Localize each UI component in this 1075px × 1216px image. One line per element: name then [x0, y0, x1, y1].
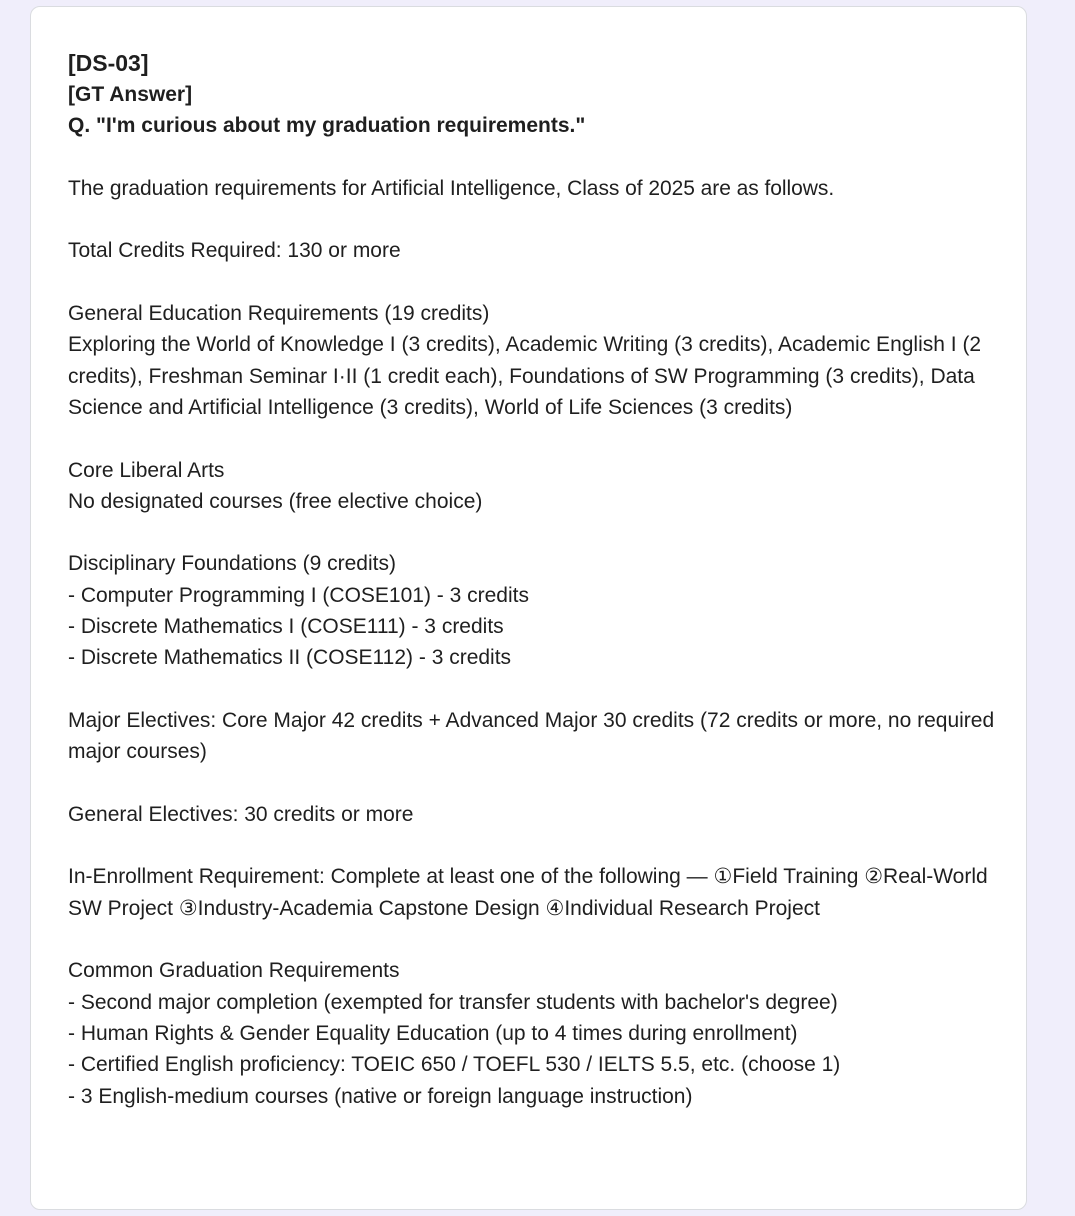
common-graduation-heading: Common Graduation Requirements: [68, 959, 400, 983]
core-liberal-arts-section: [68, 455, 998, 518]
major-electives-text: Major Electives: Core Major 42 credits + Advanced Major 30 credits (72 credits or more, no required major courses): [68, 708, 995, 764]
common-graduation-section: [68, 955, 998, 1111]
list-item: - Discrete Mathematics II (COSE112) - 3 credits: [68, 646, 512, 670]
spacer: [68, 924, 998, 955]
list-item: - Computer Programming I (COSE101) - 3 credits: [68, 583, 529, 607]
core-liberal-arts-body: No designated courses (free elective choice): [68, 489, 483, 513]
general-electives-text: General Electives: 30 credits or more: [68, 802, 414, 826]
spacer: [68, 830, 998, 861]
disciplinary-foundations-section: [68, 548, 998, 673]
general-education-body: Exploring the World of Knowledge I (3 credits), Academic Writing (3 credits), Academic English I (2 credits), Freshman Seminar I·II (1 credit each), Foundations of SW Programming (3 credits), Data Science and Artificial Intelligence (3 credits), World of Life Sciences (3 credits): [68, 333, 982, 419]
dataset-code: [DS-03]: [68, 50, 149, 76]
spacer: [68, 267, 998, 298]
total-credits-text: Total Credits Required: 130 or more: [68, 239, 401, 263]
list-item: - Second major completion (exempted for transfer students with bachelor's degree): [68, 990, 838, 1014]
general-education-section: [68, 298, 998, 423]
general-education-heading: General Education Requirements (19 credits): [68, 302, 490, 326]
list-item: - Human Rights & Gender Equality Education (up to 4 times during enrollment): [68, 1021, 798, 1045]
list-item: - 3 English-medium courses (native or foreign language instruction): [68, 1084, 693, 1108]
answer-card: [30, 6, 1027, 1210]
disciplinary-foundations-heading: Disciplinary Foundations (9 credits): [68, 552, 396, 576]
spacer: [68, 423, 998, 454]
spacer: [68, 142, 998, 173]
intro-text: The graduation requirements for Artificial Intelligence, Class of 2025 are as follows.: [68, 176, 835, 200]
answer-content: [68, 47, 998, 1112]
list-item: - Discrete Mathematics I (COSE111) - 3 credits: [68, 615, 504, 639]
spacer: [68, 204, 998, 235]
question-text: Q. "I'm curious about my graduation requirements.": [68, 114, 586, 138]
list-item: - Certified English proficiency: TOEIC 650 / TOEFL 530 / IELTS 5.5, etc. (choose 1): [68, 1053, 841, 1077]
spacer: [68, 768, 998, 799]
answer-label: [GT Answer]: [68, 83, 193, 106]
core-liberal-arts-heading: Core Liberal Arts: [68, 458, 225, 482]
in-enrollment-text: In-Enrollment Requirement: Complete at least one of the following — ①Field Training ②Real-World SW Project ③Industry-Academia Capstone Design ④Individual Research Project: [68, 865, 988, 920]
spacer: [68, 674, 998, 705]
spacer: [68, 517, 998, 548]
